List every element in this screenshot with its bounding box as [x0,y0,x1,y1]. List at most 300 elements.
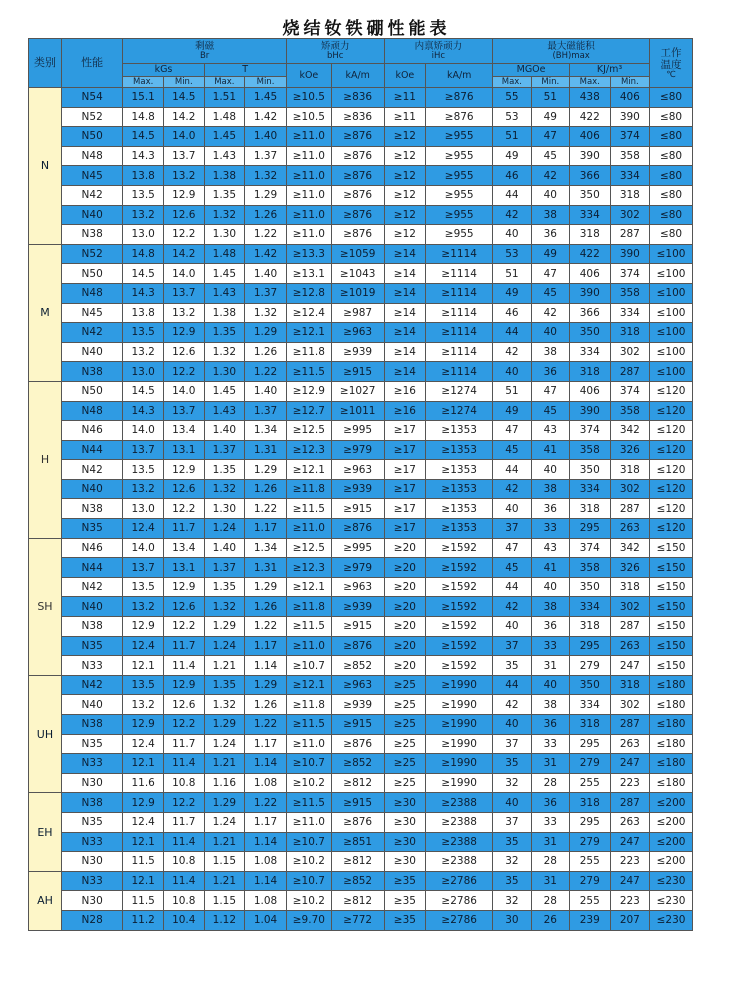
value-cell: ≤230 [650,910,693,930]
value-cell: 1.29 [245,185,287,205]
value-cell: 287 [610,617,650,637]
table-row [29,127,693,147]
value-cell: 31 [531,754,569,774]
value-cell: 1.29 [204,715,245,735]
value-cell: 1.31 [245,558,287,578]
value-cell: ≥939 [331,342,384,362]
value-cell: 37 [493,636,531,656]
value-cell: 14.8 [123,244,164,264]
table-row [29,460,693,480]
value-cell: ≥20 [384,636,426,656]
value-cell: 1.45 [245,88,287,108]
value-cell: 1.51 [204,88,245,108]
table-row [29,617,693,637]
value-cell: ≥2388 [426,793,493,813]
value-cell: 334 [610,303,650,323]
value-cell: ≥939 [331,479,384,499]
value-cell: 35 [493,832,531,852]
value-cell: 1.42 [245,107,287,127]
value-cell: 35 [493,871,531,891]
value-cell: 12.4 [123,636,164,656]
value-cell: 326 [610,558,650,578]
value-cell: 12.6 [163,597,204,617]
unit-kgs: kGs [123,64,204,77]
value-cell: 12.1 [123,656,164,676]
value-cell: 31 [531,871,569,891]
grade-cell: N38 [61,715,122,735]
unit-koe: kOe [286,64,331,88]
value-cell: 1.16 [204,773,245,793]
value-cell: ≥963 [331,323,384,343]
value-cell: 358 [569,440,610,460]
value-cell: 12.2 [163,499,204,519]
value-cell: 1.22 [245,225,287,245]
value-cell: 40 [493,499,531,519]
value-cell: 11.7 [163,519,204,539]
value-cell: 45 [493,558,531,578]
value-cell: ≥14 [384,283,426,303]
grade-cell: N38 [61,617,122,637]
value-cell: 47 [531,127,569,147]
value-cell: ≥955 [426,185,493,205]
value-cell: 302 [610,695,650,715]
value-cell: ≥25 [384,773,426,793]
value-cell: ≥772 [331,910,384,930]
value-cell: ≥955 [426,225,493,245]
col-max: Max. [204,77,245,88]
value-cell: ≥17 [384,519,426,539]
value-cell: 390 [569,146,610,166]
value-cell: ≥1059 [331,244,384,264]
value-cell: 28 [531,891,569,911]
value-cell: 11.5 [123,891,164,911]
value-cell: 1.30 [204,362,245,382]
value-cell: ≤200 [650,832,693,852]
value-cell: ≥1019 [331,283,384,303]
value-cell: 26 [531,910,569,930]
value-cell: 13.0 [123,362,164,382]
value-cell: 41 [531,558,569,578]
grade-cell: N48 [61,401,122,421]
value-cell: 1.32 [204,205,245,225]
value-cell: 1.32 [204,695,245,715]
value-cell: 45 [531,401,569,421]
value-cell: 295 [569,636,610,656]
value-cell: 49 [531,107,569,127]
category-cell: H [29,381,62,538]
value-cell: 12.9 [163,577,204,597]
value-cell: 1.12 [204,910,245,930]
value-cell: 32 [493,773,531,793]
value-cell: ≥876 [331,127,384,147]
table-row [29,636,693,656]
value-cell: ≥915 [331,715,384,735]
value-cell: 51 [493,264,531,284]
value-cell: 1.35 [204,577,245,597]
value-cell: 11.4 [163,656,204,676]
grade-cell: N30 [61,773,122,793]
table-row [29,107,693,127]
value-cell: 13.7 [123,558,164,578]
value-cell: 40 [493,617,531,637]
value-cell: 13.7 [163,401,204,421]
value-cell: ≤150 [650,636,693,656]
value-cell: ≥14 [384,342,426,362]
value-cell: ≥963 [331,460,384,480]
value-cell: 406 [569,381,610,401]
value-cell: 11.7 [163,636,204,656]
value-cell: 33 [531,812,569,832]
value-cell: 1.29 [204,617,245,637]
value-cell: ≥16 [384,401,426,421]
grade-cell: N33 [61,871,122,891]
value-cell: ≥11.8 [286,342,331,362]
value-cell: 38 [531,205,569,225]
value-cell: ≥30 [384,852,426,872]
value-cell: ≤120 [650,499,693,519]
value-cell: 53 [493,244,531,264]
value-cell: 255 [569,852,610,872]
value-cell: 11.6 [123,773,164,793]
value-cell: ≥12.5 [286,421,331,441]
value-cell: ≥11.5 [286,715,331,735]
value-cell: ≤120 [650,401,693,421]
value-cell: ≥11 [384,88,426,108]
value-cell: 1.14 [245,754,287,774]
value-cell: ≥20 [384,656,426,676]
value-cell: ≥1353 [426,440,493,460]
value-cell: 318 [610,675,650,695]
value-cell: 36 [531,793,569,813]
value-cell: 350 [569,460,610,480]
value-cell: ≥1592 [426,597,493,617]
value-cell: ≥915 [331,499,384,519]
value-cell: 12.6 [163,695,204,715]
value-cell: ≤80 [650,205,693,225]
grade-cell: N46 [61,538,122,558]
col-max: Max. [123,77,164,88]
value-cell: 13.2 [163,303,204,323]
value-cell: 350 [569,675,610,695]
col-min: Min. [163,77,204,88]
value-cell: 1.22 [245,715,287,735]
table-row [29,577,693,597]
value-cell: 1.29 [245,460,287,480]
value-cell: ≤120 [650,519,693,539]
value-cell: 13.8 [123,303,164,323]
value-cell: ≤230 [650,891,693,911]
table-row [29,852,693,872]
value-cell: ≥876 [331,146,384,166]
value-cell: 1.35 [204,675,245,695]
value-cell: 374 [610,381,650,401]
value-cell: 13.8 [123,166,164,186]
value-cell: ≥876 [331,812,384,832]
value-cell: ≥12.8 [286,283,331,303]
value-cell: 43 [531,421,569,441]
value-cell: 13.7 [123,440,164,460]
table-row [29,734,693,754]
value-cell: 40 [493,715,531,735]
grade-cell: N38 [61,362,122,382]
value-cell: ≥852 [331,754,384,774]
value-cell: 1.37 [204,440,245,460]
value-cell: 13.2 [123,695,164,715]
value-cell: 42 [493,342,531,362]
value-cell: ≥987 [331,303,384,323]
grade-cell: N42 [61,323,122,343]
value-cell: 14.3 [123,283,164,303]
value-cell: ≥20 [384,558,426,578]
value-cell: 1.29 [245,577,287,597]
value-cell: 1.37 [245,283,287,303]
value-cell: ≥955 [426,205,493,225]
grade-cell: N44 [61,440,122,460]
value-cell: 1.24 [204,636,245,656]
grade-cell: N40 [61,205,122,225]
value-cell: 263 [610,812,650,832]
value-cell: 36 [531,225,569,245]
value-cell: 247 [610,832,650,852]
table-row [29,597,693,617]
value-cell: 14.0 [123,538,164,558]
value-cell: 406 [610,88,650,108]
value-cell: ≥2786 [426,871,493,891]
value-cell: ≥1353 [426,421,493,441]
value-cell: ≥1990 [426,715,493,735]
value-cell: 40 [493,362,531,382]
value-cell: 13.5 [123,323,164,343]
value-cell: ≤100 [650,362,693,382]
table-row [29,715,693,735]
value-cell: 1.45 [204,127,245,147]
value-cell: 30 [493,910,531,930]
value-cell: 42 [531,303,569,323]
category-cell: M [29,244,62,381]
value-cell: 14.5 [123,127,164,147]
value-cell: ≤180 [650,773,693,793]
value-cell: 1.32 [204,342,245,362]
value-cell: ≥876 [331,636,384,656]
value-cell: 302 [610,597,650,617]
value-cell: 1.42 [245,244,287,264]
value-cell: 1.21 [204,832,245,852]
value-cell: ≤150 [650,577,693,597]
value-cell: ≥915 [331,793,384,813]
value-cell: ≥14 [384,323,426,343]
value-cell: 287 [610,715,650,735]
value-cell: 1.26 [245,597,287,617]
value-cell: ≥17 [384,460,426,480]
grade-cell: N33 [61,832,122,852]
value-cell: ≥16 [384,381,426,401]
value-cell: 14.0 [163,381,204,401]
grade-cell: N35 [61,812,122,832]
value-cell: ≤120 [650,479,693,499]
value-cell: ≤80 [650,88,693,108]
table-row [29,362,693,382]
value-cell: ≥14 [384,303,426,323]
value-cell: 1.40 [245,264,287,284]
value-cell: ≥1114 [426,264,493,284]
value-cell: ≥12.9 [286,381,331,401]
category-cell: N [29,88,62,245]
value-cell: ≤180 [650,754,693,774]
col-max: Max. [493,77,531,88]
header-coercivity: 矫顽力 bHc [286,39,384,64]
header-working-temp: 工作温度 ℃ [650,39,693,88]
value-cell: ≥836 [331,107,384,127]
value-cell: ≥876 [331,205,384,225]
value-cell: 12.2 [163,715,204,735]
value-cell: 13.2 [123,597,164,617]
value-cell: 406 [569,264,610,284]
value-cell: 15.1 [123,88,164,108]
table-row [29,910,693,930]
value-cell: 1.14 [245,871,287,891]
value-cell: 1.14 [245,656,287,676]
value-cell: 390 [610,244,650,264]
value-cell: 318 [569,793,610,813]
table-row [29,871,693,891]
value-cell: 46 [493,166,531,186]
value-cell: 1.37 [204,558,245,578]
value-cell: ≥12.3 [286,558,331,578]
value-cell: ≥11.0 [286,812,331,832]
grade-cell: N42 [61,577,122,597]
value-cell: 1.17 [245,812,287,832]
value-cell: 13.5 [123,675,164,695]
value-cell: ≥11.0 [286,146,331,166]
value-cell: ≥25 [384,675,426,695]
value-cell: 33 [531,636,569,656]
value-cell: 1.26 [245,205,287,225]
value-cell: 350 [569,323,610,343]
value-cell: ≥955 [426,127,493,147]
value-cell: 12.9 [163,675,204,695]
value-cell: ≥876 [331,185,384,205]
value-cell: 1.29 [204,793,245,813]
value-cell: 42 [493,205,531,225]
value-cell: 14.2 [163,244,204,264]
value-cell: 14.0 [123,421,164,441]
value-cell: ≥12 [384,225,426,245]
grade-cell: N40 [61,342,122,362]
value-cell: 334 [569,479,610,499]
value-cell: 12.2 [163,362,204,382]
value-cell: ≤200 [650,793,693,813]
value-cell: 10.8 [163,891,204,911]
col-max: Max. [569,77,610,88]
value-cell: 38 [531,479,569,499]
value-cell: 12.9 [163,460,204,480]
value-cell: ≤80 [650,166,693,186]
value-cell: ≥876 [331,734,384,754]
value-cell: ≥11.8 [286,597,331,617]
value-cell: ≥12 [384,166,426,186]
value-cell: ≥17 [384,421,426,441]
value-cell: ≤100 [650,342,693,362]
value-cell: 255 [569,891,610,911]
value-cell: ≥1114 [426,342,493,362]
value-cell: ≥30 [384,793,426,813]
value-cell: 1.35 [204,460,245,480]
value-cell: 13.0 [123,499,164,519]
value-cell: 366 [569,303,610,323]
unit-kjm3: KJ/m³ [569,64,649,77]
value-cell: 350 [569,185,610,205]
value-cell: 36 [531,715,569,735]
value-cell: ≥1353 [426,479,493,499]
value-cell: 1.38 [204,166,245,186]
value-cell: ≥10.2 [286,852,331,872]
value-cell: 32 [493,891,531,911]
value-cell: ≤180 [650,715,693,735]
value-cell: 1.34 [245,421,287,441]
value-cell: ≤80 [650,146,693,166]
value-cell: ≥1592 [426,656,493,676]
value-cell: 1.26 [245,695,287,715]
value-cell: 13.4 [163,538,204,558]
value-cell: ≥2388 [426,852,493,872]
value-cell: 37 [493,734,531,754]
value-cell: ≥11.8 [286,695,331,715]
value-cell: ≥12 [384,205,426,225]
value-cell: ≤120 [650,381,693,401]
value-cell: 12.4 [123,734,164,754]
value-cell: 295 [569,734,610,754]
value-cell: 32 [493,852,531,872]
grade-cell: N48 [61,146,122,166]
value-cell: 12.9 [123,715,164,735]
table-body [29,88,693,931]
value-cell: ≥915 [331,362,384,382]
value-cell: 1.31 [245,440,287,460]
value-cell: ≥20 [384,597,426,617]
value-cell: 350 [569,577,610,597]
value-cell: 374 [610,264,650,284]
value-cell: ≤200 [650,852,693,872]
value-cell: ≥11.0 [286,127,331,147]
value-cell: 13.1 [163,440,204,460]
value-cell: ≤100 [650,323,693,343]
value-cell: ≥12 [384,185,426,205]
grade-cell: N50 [61,381,122,401]
category-cell: UH [29,675,62,793]
value-cell: 37 [493,812,531,832]
value-cell: ≥20 [384,538,426,558]
value-cell: ≥11.0 [286,166,331,186]
value-cell: 36 [531,362,569,382]
value-cell: ≥14 [384,264,426,284]
value-cell: 358 [569,558,610,578]
value-cell: ≥11.5 [286,499,331,519]
table-row [29,538,693,558]
value-cell: 358 [610,146,650,166]
value-cell: 1.14 [245,832,287,852]
value-cell: 45 [531,146,569,166]
value-cell: 1.17 [245,636,287,656]
value-cell: ≥963 [331,577,384,597]
value-cell: 12.4 [123,519,164,539]
value-cell: 13.2 [123,205,164,225]
value-cell: 12.6 [163,342,204,362]
value-cell: ≥1592 [426,617,493,637]
value-cell: 318 [569,617,610,637]
value-cell: ≥11.0 [286,636,331,656]
value-cell: ≥1114 [426,323,493,343]
header-remanence: 剩磁 Br [123,39,286,64]
